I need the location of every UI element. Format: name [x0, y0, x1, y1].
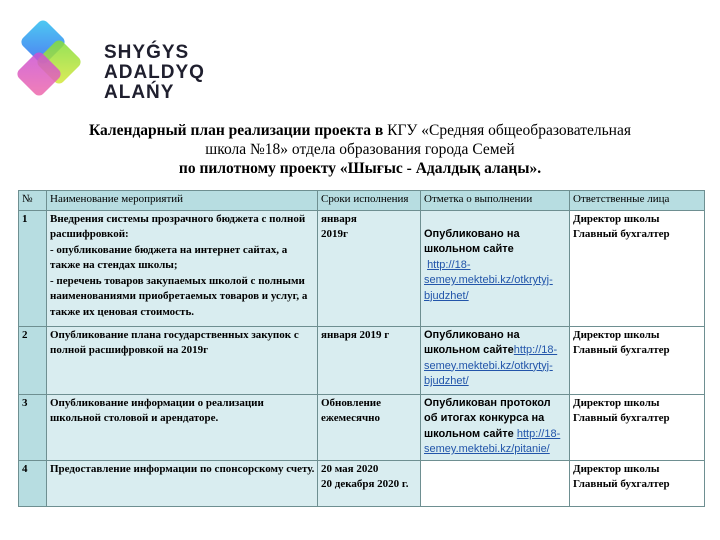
row-term: января 2019 г [318, 326, 421, 394]
row-name: Опубликование плана государственных закупок с полной расшифровкой на 2019г [47, 326, 318, 394]
row-status-link[interactable]: http://18-semey.mektebi.kz/pitanie/ [424, 427, 561, 455]
title-line-2: школа №18» отдела образования города Семей [205, 141, 515, 158]
table-row [19, 394, 705, 460]
row-status-link[interactable]: http://18-semey.mektebi.kz/otkrytyj-bjudzhet/ [424, 344, 558, 387]
row-responsible: Директор школы Главный бухгалтер [570, 394, 705, 460]
table-header-row [19, 191, 705, 211]
row-num: 4 [19, 460, 47, 506]
title-line-3: по пилотному проекту «Шығыс - Адалдық алаңы». [178, 160, 542, 177]
row-status-link[interactable]: http://18-semey.mektebi.kz/otkrytyj-bjudzhet/ [424, 258, 553, 302]
row-term: 20 мая 2020 20 декабря 2020 г. [318, 460, 421, 506]
title-rest-part: КГУ «Средняя общеобразовательная [383, 122, 631, 139]
row-num: 3 [19, 394, 47, 460]
row-responsible: Директор школы Главный бухгалтер [570, 326, 705, 394]
row-num: 2 [19, 326, 47, 394]
header-name: Наименование мероприятий [47, 191, 318, 211]
row-responsible: Директор школы Главный бухгалтер [570, 210, 705, 326]
header-num: № [19, 191, 47, 211]
table-row [19, 460, 705, 506]
row-status-text: Опубликован протокол об итогах конкурса на школьном сайте [424, 396, 551, 440]
row-responsible: Директор школы Главный бухгалтер [570, 460, 705, 506]
logo-line-2: ADALDYQ ALAŃY [104, 62, 205, 103]
header-status: Отметка о выполнении [421, 191, 570, 211]
header-responsible: Ответственные лица [570, 191, 705, 211]
row-term: января 2019г [318, 210, 421, 326]
row-status [421, 326, 570, 394]
row-term: Обновление ежемесячно [318, 394, 421, 460]
logo-mark-icon [12, 19, 94, 101]
row-name: Опубликование информации о реализации школьной столовой и арендаторе. [47, 394, 318, 460]
row-name: Внедрения системы прозрачного бюджета с полной расшифровкой: - опубликование бюджета на интернет сайтах, а также на стендах школы; - перечень товаров закупаемых школой с полными наименованиями приобретаемых товаров и услуг, а также их ценовая стоимость. [47, 210, 318, 326]
title-bold-part: Календарный план реализации проекта в [89, 122, 384, 139]
logo-text [104, 43, 270, 103]
plan-table [18, 190, 705, 507]
row-status [421, 394, 570, 460]
table-row [19, 210, 705, 326]
logo-line-1: SHYǴYS [104, 42, 190, 63]
row-status [421, 460, 570, 506]
table-row [19, 326, 705, 394]
row-status-text: Опубликовано на школьном сайте [424, 227, 520, 255]
logo-banner [0, 11, 270, 105]
row-num: 1 [19, 210, 47, 326]
row-name: Предоставление информации по спонсорскому счету. [47, 460, 318, 506]
header-term: Сроки исполнения [318, 191, 421, 211]
document-title [20, 121, 700, 178]
row-status-text: Опубликовано на школьном сайте [424, 328, 520, 356]
row-status [421, 210, 570, 326]
